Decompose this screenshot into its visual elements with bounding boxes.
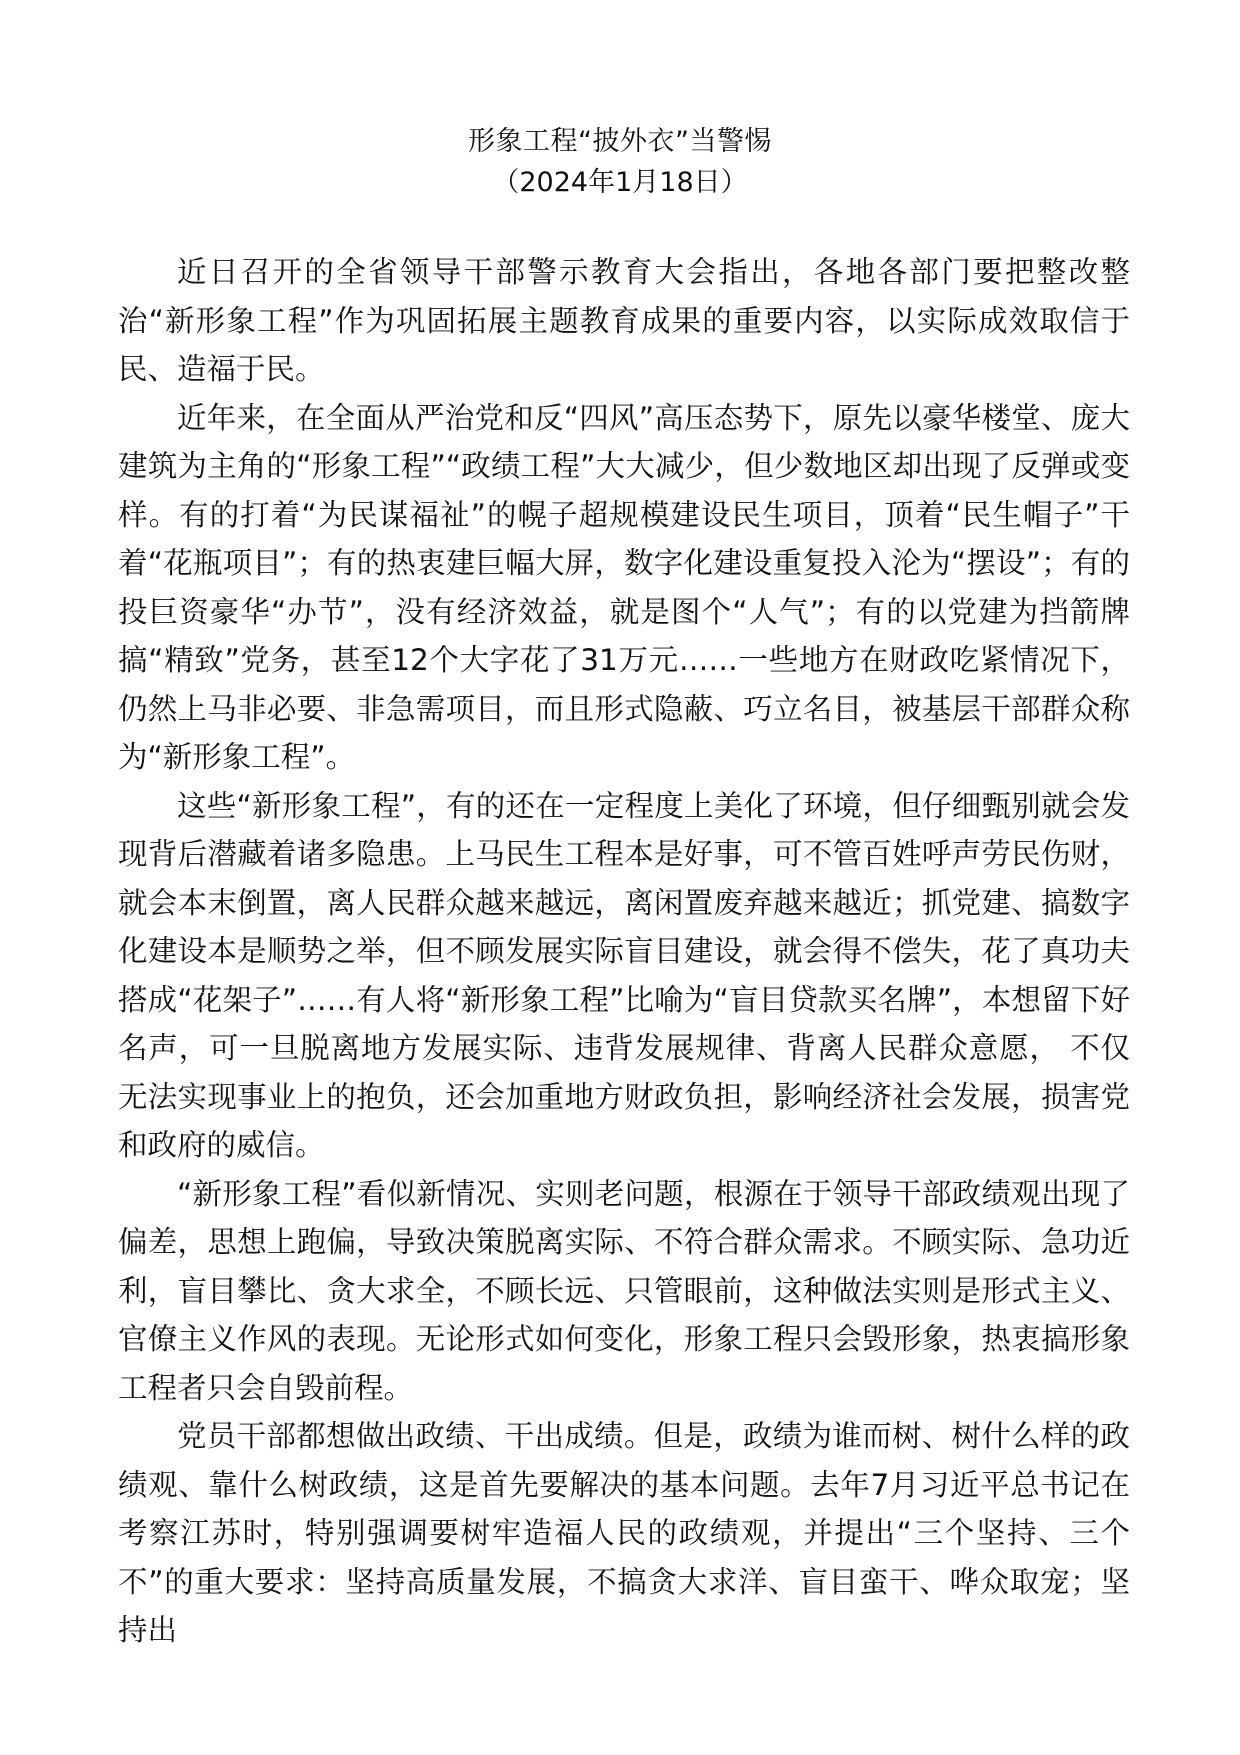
document-body bbox=[118, 248, 1130, 1655]
paragraph-5: 党员干部都想做出政绩、干出成绩。但是，政绩为谁而树、树什么样的政绩观、靠什么树政绩，这是首先要解决的基本问题。去年7月习近平总书记在考察江苏时，特别强调要树牢造福人民的政绩观，并提出“三个坚持、三个不”的重大要求：坚持高质量发展，不搞贪大求洋、盲目蛮干、哗众取宠；坚持出 bbox=[118, 1419, 1130, 1647]
paragraph-1: 近日召开的全省领导干部警示教育大会指出，各地各部门要把整改整治“新形象工程”作为巩固拓展主题教育成果的重要内容，以实际成效取信于民、造福于民。 bbox=[118, 255, 1130, 386]
paragraph-4: “新形象工程”看似新情况、实则老问题，根源在于领导干部政绩观出现了偏差，思想上跑偏，导致决策脱离实际、不符合群众需求。不顾实际、急功近利，盲目攀比、贪大求全，不顾长远、只管眼前，这种做法实则是形式主义、官僚主义作风的表现。无论形式如何变化，形象工程只会毁形象，热衷搞形象工程者只会自毁前程。 bbox=[118, 1176, 1130, 1405]
paragraph-3: 这些“新形象工程”，有的还在一定程度上美化了环境，但仔细甄别就会发现背后潜藏着诸多隐患。上马民生工程本是好事，可不管百姓呼声劳民伤财，就会本末倒置，离人民群众越来越远，离闲置废弃越来越近；抓党建、搞数字化建设本是顺势之举，但不顾发展实际盲目建设，就会得不偿失，花了真功夫搭成“花架子”……有人将“新形象工程”比喻为“盲目贷款买名牌”，本想留下好名声，可一旦脱离地方发展实际、违背发展规律、背离人民群众意愿， 不仅无法实现事业上的抱负，还会加重地方财政负担，影响经济社会发展，损害党和政府的威信。 bbox=[118, 788, 1130, 1162]
document-title: 形象工程“披外衣”当警惕 bbox=[468, 126, 772, 157]
document-date: （2024年1月18日） bbox=[492, 167, 748, 198]
paragraph-2: 近年来，在全面从严治党和反“四风”高压态势下，原先以豪华楼堂、庞大建筑为主角的“形象工程”“政绩工程”大大减少，但少数地区却出现了反弹或变样。有的打着“为民谋福祉”的幌子超规模建设民生项目，顶着“民生帽子”干着“花瓶项目”；有的热衷建巨幅大屏，数字化建设重复投入沦为“摆设”；有的投巨资豪华“办节”，没有经济效益，就是图个“人气”；有的以党建为挡箭牌搞“精致”党务，甚至12个大字花了31万元……一些地方在财政吃紧情况下，仍然上马非必要、非急需项目，而且形式隐蔽、巧立名目，被基层干部群众称为“新形象工程”。 bbox=[118, 400, 1130, 774]
